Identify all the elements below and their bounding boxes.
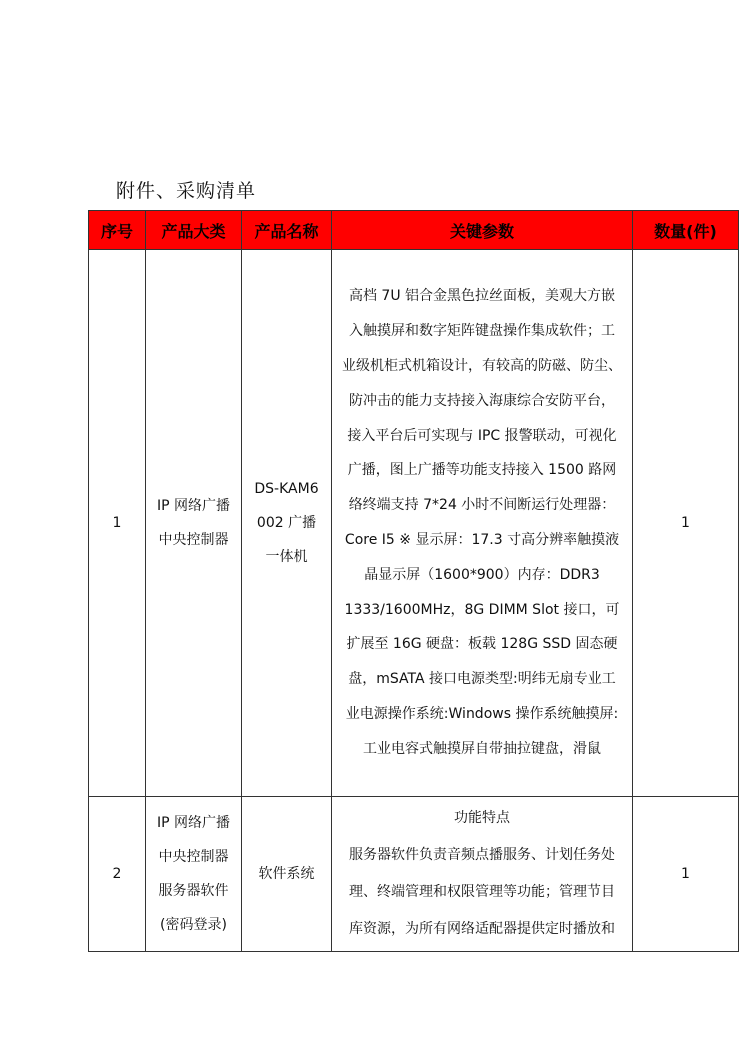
category-line: 中央控制器 (158, 532, 229, 548)
name-line: 软件系统 (258, 866, 315, 882)
param-line: 1333/1600MHz，8G DIMM Slot 接口，可 (344, 601, 620, 618)
param-line: 理、终端管理和权限管理等功能；管理节目 (349, 884, 615, 900)
page-title: 附件、采购清单 (116, 180, 257, 202)
name-line: 002 广播 (256, 515, 317, 531)
table-row (89, 797, 739, 952)
param-line: 业电源操作系统:Windows 操作系统触摸屏: (345, 705, 619, 722)
row-product-name (242, 250, 332, 797)
header-index: 序号 (89, 211, 146, 250)
param-line: Core I5 ※ 显示屏：17.3 寸高分辨率触摸液 (344, 532, 620, 548)
param-line: 入触摸屏和数字矩阵键盘操作集成软件；工 (349, 323, 615, 340)
header-product-name: 产品名称 (242, 211, 332, 250)
category-line: 中央控制器 (158, 849, 229, 865)
param-line: 服务器软件负责音频点播服务、计划任务处 (349, 847, 615, 863)
procurement-table (88, 210, 739, 952)
row-category (146, 797, 242, 952)
param-line: 防冲击的能力支持接入海康综合安防平台， (349, 392, 615, 409)
param-line: 接入平台后可实现与 IPC 报警联动，可视化 (347, 427, 617, 444)
table-row (89, 250, 739, 797)
header-category: 产品大类 (146, 211, 242, 250)
row-index: 2 (89, 797, 146, 952)
param-line: 广播，图上广播等功能支持接入 1500 路网 (347, 462, 617, 479)
row-category (146, 250, 242, 797)
param-line: 工业电容式触摸屏自带抽拉键盘，滑鼠 (363, 740, 601, 757)
param-line: 高档 7U 铝合金黑色拉丝面板，美观大方嵌 (348, 288, 616, 305)
table-header-row (89, 211, 739, 250)
category-line: IP 网络广播 (156, 498, 231, 514)
header-quantity: 数量(件) (633, 211, 739, 250)
param-line: 库资源，为所有网络适配器提供定时播放和 (349, 921, 615, 937)
param-line: 扩展至 16G 硬盘：板载 128G SSD 固态硬 (346, 636, 618, 653)
name-line: 一体机 (265, 549, 308, 565)
row-key-params (332, 250, 633, 797)
row-product-name (242, 797, 332, 952)
param-line: 盘，mSATA 接口电源类型:明纬无扇专业工 (348, 671, 616, 688)
row-quantity: 1 (633, 797, 739, 952)
name-line: DS-KAM6 (254, 481, 319, 497)
row-quantity: 1 (633, 250, 739, 797)
row-index: 1 (89, 250, 146, 797)
param-line: 络终端支持 7*24 小时不间断运行处理器： (348, 497, 616, 514)
param-line: 功能特点 (454, 810, 510, 826)
category-line: 服务器软件 (158, 883, 229, 899)
param-line: 业级机柜式机箱设计，有较高的防磁、防尘、 (342, 358, 622, 375)
category-line: IP 网络广播 (156, 815, 231, 831)
param-line: 晶显示屏（1600*900）内存：DDR3 (364, 566, 600, 583)
category-line: (密码登录) (160, 917, 227, 933)
row-key-params (332, 797, 633, 952)
header-key-params: 关键参数 (332, 211, 633, 250)
